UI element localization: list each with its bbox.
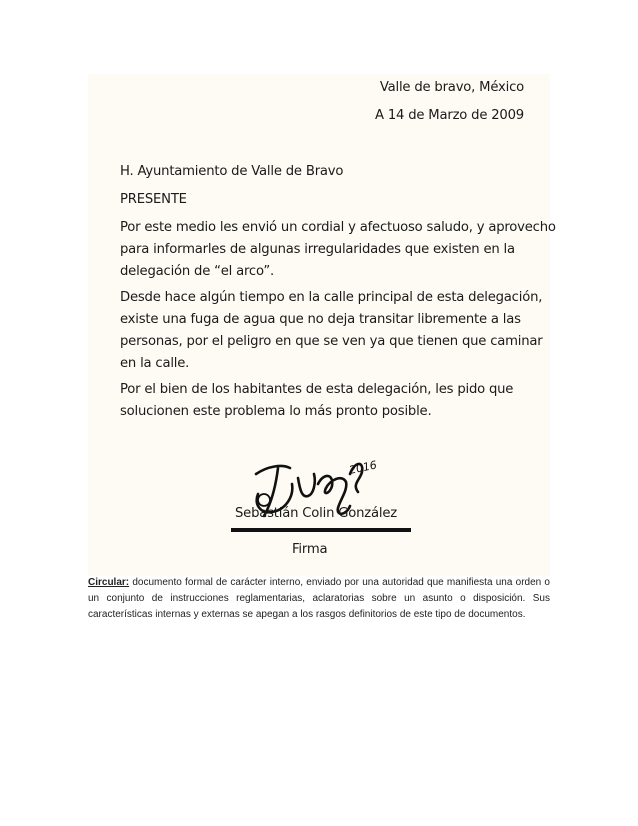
signer-name: Sebastián Colin González [235, 506, 397, 521]
definition-text: documento formal de carácter interno, enviado por una autoridad que manifiesta una orden o un conjunto de instrucciones reglamentarias, aclaratorias sobre un asunto o disposición. Sus características internas y externas se apegan a los rasgos definitorios de este tipo de documentos. [88, 577, 550, 620]
paragraph1-line: delegación de “el arco”. [120, 264, 275, 279]
scanned-letter-image [88, 74, 556, 576]
letter-recipient: H. Ayuntamiento de Valle de Bravo [120, 164, 344, 179]
paragraph2-line: en la calle. [120, 356, 190, 371]
paragraph2-line: Desde hace algún tiempo en la calle principal de esta delegación, [120, 290, 543, 305]
paragraph1-line: para informarles de algunas irregularidades que existen en la [120, 242, 515, 257]
circular-definition [88, 575, 550, 623]
paragraph1-line: Por este medio les envió un cordial y afectuoso saludo, y aprovecho [120, 220, 556, 235]
letter-date: A 14 de Marzo de 2009 [375, 108, 524, 123]
letter-place: Valle de bravo, México [379, 80, 524, 95]
letter-salutation: PRESENTE [120, 192, 187, 207]
definition-term: Circular: [88, 577, 130, 588]
signer-label: Firma [292, 542, 328, 557]
paragraph3-line: Por el bien de los habitantes de esta delegación, les pido que [120, 382, 514, 397]
paragraph3-line: solucionen este problema lo más pronto posible. [120, 404, 432, 419]
signature-underline [231, 528, 411, 532]
paragraph2-line: existe una fuga de agua que no deja transitar libremente a las [120, 312, 521, 327]
signature-year: 2016 [347, 458, 379, 477]
paragraph2-line: personas, por el peligro en que se ven ya que tienen que caminar [120, 334, 543, 349]
